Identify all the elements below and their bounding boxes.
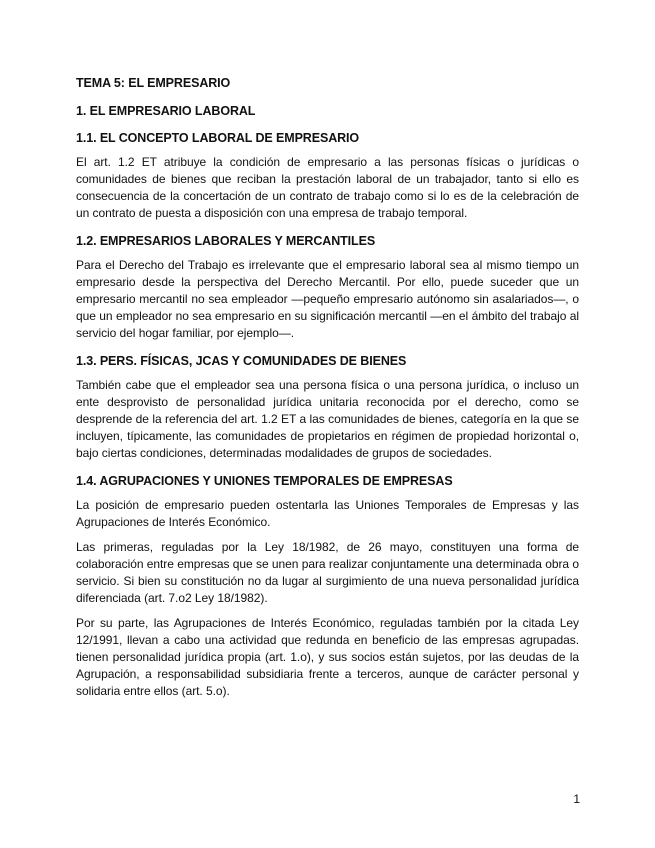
document-page — [76, 71, 579, 700]
document-title: TEMA 5: EL EMPRESARIO — [76, 76, 231, 90]
paragraph-1-3: También cabe que el empleador sea una persona física o una persona jurídica, o incluso un ente desprovisto de personalidad jurídica unitaria reconocida por el derecho, como se desprende de la referencia del art. 1.2 ET a las comunidades de bienes, categoría en la que se incluyen, típicamente, las comunidades de propietarios en régimen de propiedad horizontal o, bajo ciertas condiciones, determinadas modalidades de grupos de sociedades. — [76, 378, 579, 460]
page-number: 1 — [573, 792, 580, 806]
subsection-heading-1-4: 1.4. AGRUPACIONES Y UNIONES TEMPORALES DE EMPRESAS — [76, 474, 453, 488]
subsection-heading-1-2: 1.2. EMPRESARIOS LABORALES Y MERCANTILES — [76, 234, 376, 248]
paragraph-1-1: El art. 1.2 ET atribuye la condición de empresario a las personas físicas o jurídicas o comunidades de bienes que reciban la prestación laboral de un trabajador, tanto si ello es consecuencia de la concertación de un contrato de trabajo como si lo es de la celebración de un contrato de puesta a disposición con una empresa de trabajo temporal. — [76, 155, 579, 220]
paragraph-1-4-c: Por su parte, las Agrupaciones de Interés Económico, reguladas también por la citada Ley 12/1991, llevan a cabo una actividad que redunda en beneficio de las empresas agrupadas. tienen personalidad jurídica propia (art. 1.o), y sus socios están sujetos, por las deudas de la Agrupación, a responsabilidad subsidiaria frente a terceros, aunque de carácter personal y solidaria entre ellos (art. 5.o). — [76, 616, 579, 698]
paragraph-1-4-a: La posición de empresario pueden ostentarla las Uniones Temporales de Empresas y las Agrupaciones de Interés Económico. — [76, 498, 579, 529]
paragraph-1-4-b: Las primeras, reguladas por la Ley 18/1982, de 26 mayo, constituyen una forma de colaboración entre empresas que se unen para realizar conjuntamente una determinada obra o servicio. Si bien su constitución no da lugar al surgimiento de una nueva personalidad jurídica diferenciada (art. 7.o2 Ley 18/1982). — [76, 540, 579, 605]
paragraph-1-2: Para el Derecho del Trabajo es irrelevante que el empresario laboral sea al mismo tiempo un empresario desde la perspectiva del Derecho Mercantil. Por ello, puede suceder que un empresario mercantil no sea empleador —pequeño empresario autónomo sin asalariados—, o que un empleador no sea empresario en su significación mercantil —en el ámbito del trabajo al servicio del hogar familiar, por ejemplo—. — [76, 258, 579, 340]
subsection-heading-1-3: 1.3. PERS. FÍSICAS, JCAS Y COMUNIDADES DE BIENES — [76, 354, 407, 368]
subsection-heading-1-1: 1.1. EL CONCEPTO LABORAL DE EMPRESARIO — [76, 131, 360, 145]
section-heading-1: 1. EL EMPRESARIO LABORAL — [76, 104, 256, 118]
